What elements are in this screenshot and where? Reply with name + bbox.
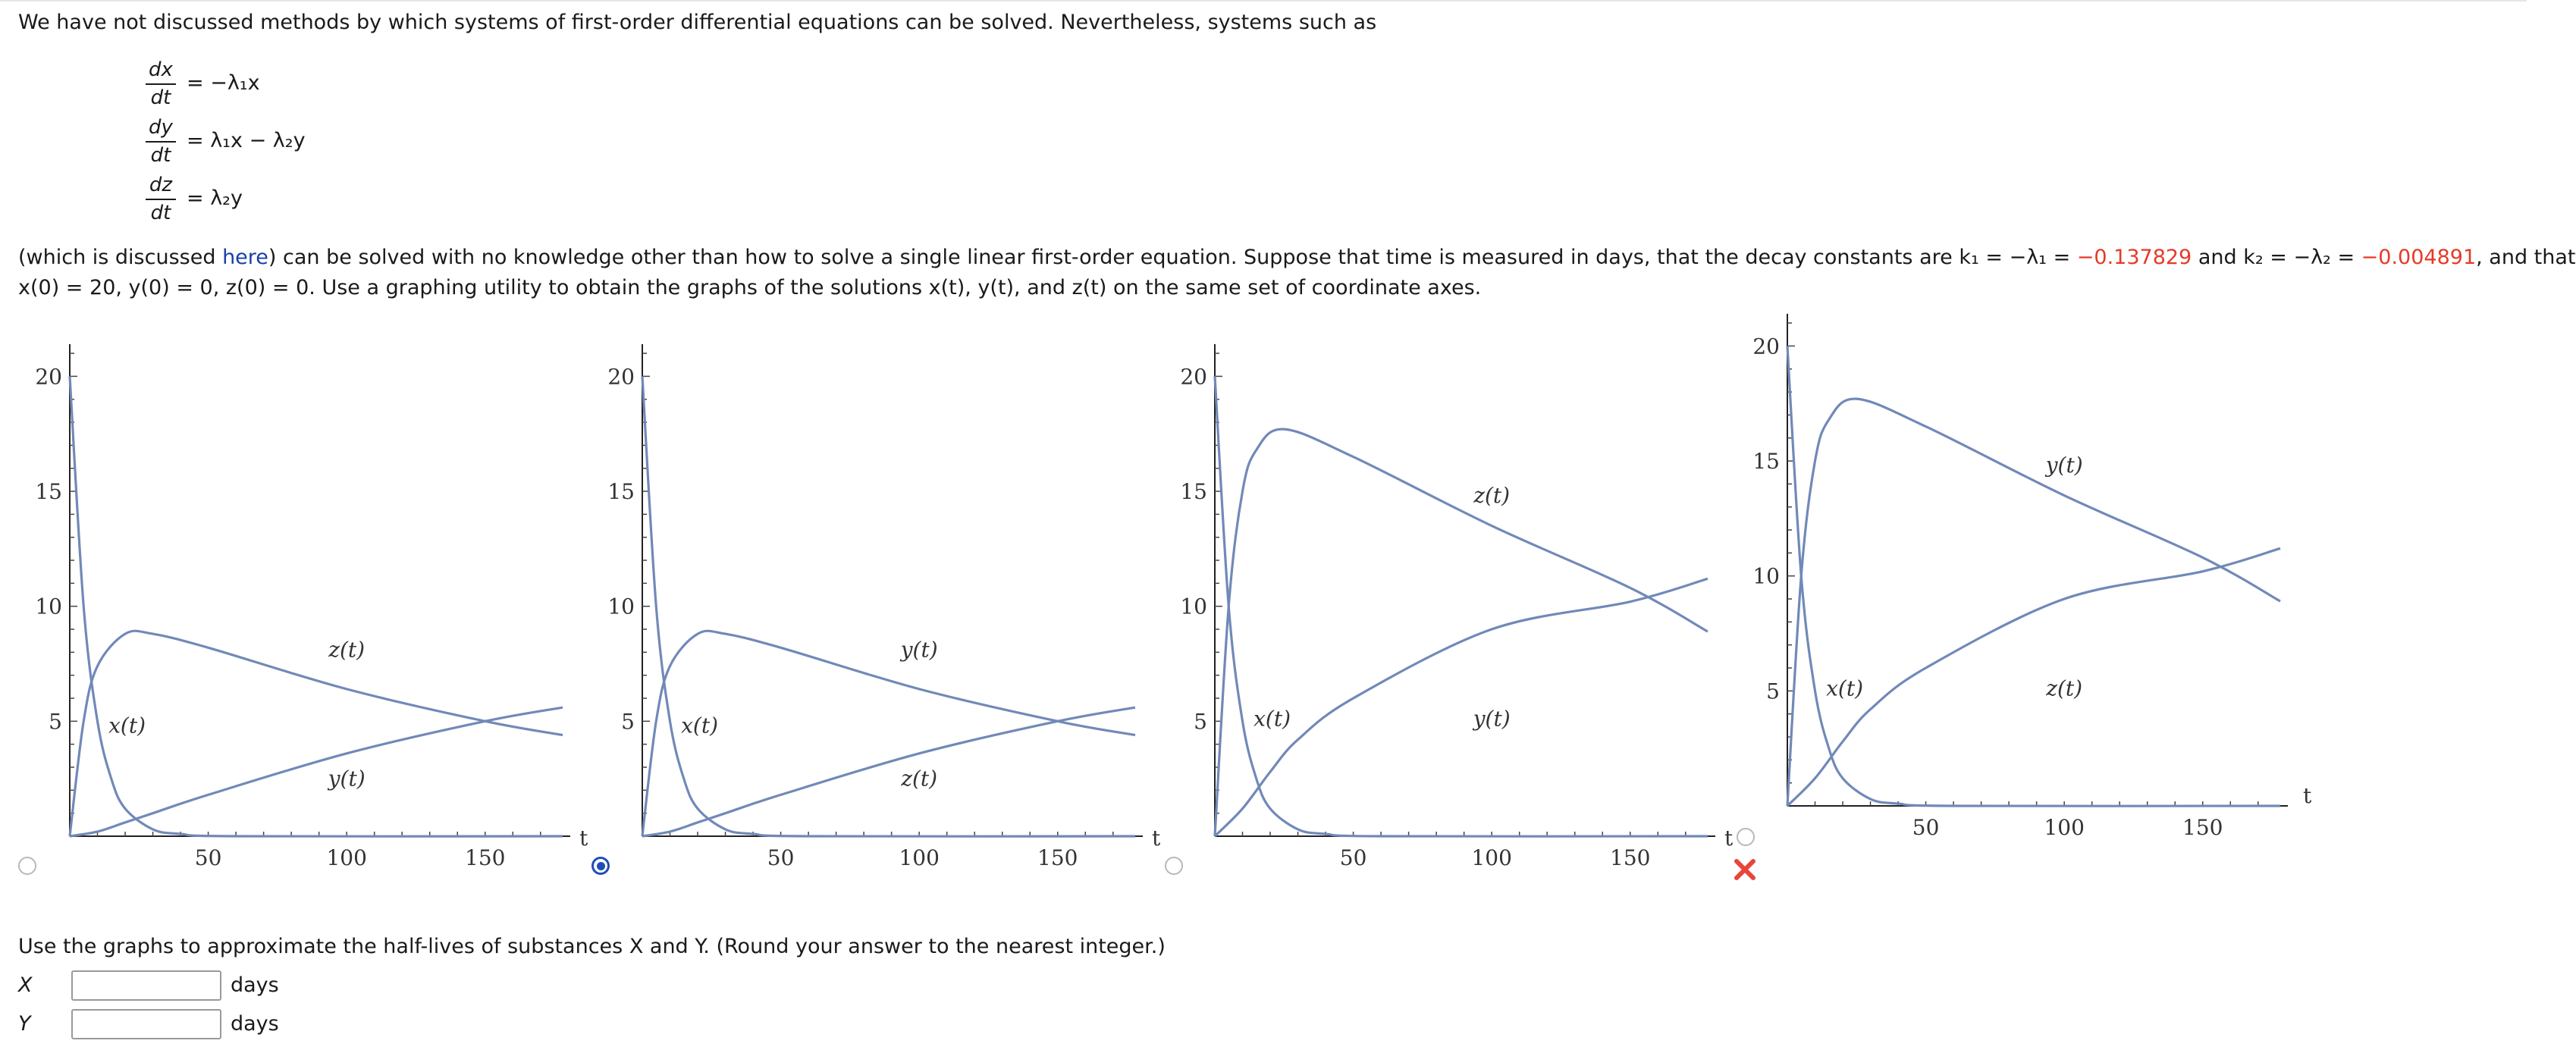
curve-label-z: z(t) (328, 637, 366, 663)
curve-label-y: y(t) (1473, 706, 1511, 732)
curve-x (642, 376, 1135, 836)
y-tick-label: 5 (49, 709, 62, 735)
curve-label-y: y(t) (328, 766, 366, 791)
k1-value: −0.137829 (2076, 246, 2192, 269)
incorrect-x-icon (1732, 857, 1758, 882)
graph-option-2-chart (595, 318, 1161, 879)
y-tick-label: 15 (607, 479, 635, 505)
eq3-denominator: dt (150, 202, 171, 224)
eq2-denominator: dt (150, 144, 171, 167)
x-tick-label: 50 (1339, 845, 1367, 870)
eq3-fraction (144, 171, 177, 226)
curve-label-x: x(t) (1253, 706, 1291, 732)
y-tick-label: 5 (1766, 679, 1780, 704)
graph-option-2-radio[interactable] (591, 857, 610, 875)
top-divider (0, 0, 2527, 2)
x-tick-label: 150 (1610, 845, 1651, 870)
y-tick-label: 5 (621, 709, 635, 735)
y-tick-label: 20 (607, 364, 635, 390)
graph-option-3-chart (1168, 318, 1734, 879)
x-axis-label: t (579, 826, 588, 851)
x-tick-label: 150 (1037, 845, 1078, 870)
graph-option-4-radio[interactable] (1737, 828, 1755, 846)
graph-option-2[interactable] (595, 318, 1161, 879)
x-axis-label: t (2303, 783, 2312, 808)
y-tick-label: 10 (35, 594, 62, 619)
x-axis-label: t (1152, 826, 1161, 851)
y-tick-label: 15 (1752, 449, 1780, 475)
k2-value: −0.004891 (2361, 246, 2477, 269)
y-tick-label: 10 (1180, 594, 1207, 619)
curve-x (70, 376, 563, 836)
graph-option-1-chart (23, 318, 588, 879)
x-tick-label: 150 (2182, 815, 2223, 840)
graph-option-4-chart (1740, 288, 2317, 849)
curve-y (1787, 399, 2280, 806)
answer-y-label: Y (18, 1012, 31, 1036)
x-tick-label: 150 (465, 845, 506, 870)
curve-label-y: y(t) (900, 637, 938, 663)
curve-label-x: x(t) (681, 713, 719, 738)
x-tick-label: 50 (194, 845, 222, 870)
y-tick-label: 15 (1180, 479, 1207, 505)
curve-label-z: z(t) (901, 766, 938, 791)
eq1-rhs: = −λ₁x (187, 71, 260, 95)
curve-label-x: x(t) (1826, 675, 1864, 701)
x-tick-label: 50 (767, 845, 795, 870)
answer-x-label: X (18, 973, 33, 997)
para-part1: (which is discussed (18, 246, 223, 269)
answer-y-input[interactable] (71, 1009, 221, 1039)
answer-x-unit: days (231, 973, 279, 997)
curve-label-z: z(t) (2046, 675, 2083, 701)
y-tick-label: 20 (1752, 334, 1780, 359)
graph-option-4[interactable] (1740, 288, 2312, 849)
x-tick-label: 100 (1471, 845, 1512, 870)
para-part2: ) can be solved with no knowledge other than how to solve a single linear first-order equation. Suppose that time is measured in days, that the decay constants are k₁ = −λ₁ = (268, 246, 2077, 269)
x-axis-label: t (1724, 826, 1734, 851)
y-tick-label: 10 (607, 594, 635, 619)
y-tick-label: 20 (1180, 364, 1207, 390)
curve-x (1787, 346, 2280, 806)
here-link[interactable]: here (222, 246, 268, 269)
y-tick-label: 20 (35, 364, 62, 390)
problem-paragraph-line1 (18, 243, 2576, 273)
eq2-numerator: dy (149, 116, 173, 139)
curve-z (1215, 429, 1708, 836)
y-tick-label: 10 (1752, 563, 1780, 589)
y-tick-label: 5 (1194, 709, 1207, 735)
para-part4: , and that (2476, 246, 2576, 269)
para-part3: and k₂ = −λ₂ = (2192, 246, 2361, 269)
curve-x (1215, 376, 1708, 836)
answer-y-unit: days (231, 1012, 279, 1036)
eq1-denominator: dt (150, 86, 171, 109)
curve-label-x: x(t) (108, 713, 146, 738)
curve-label-y: y(t) (2045, 453, 2083, 478)
x-tick-label: 50 (1912, 815, 1940, 840)
curve-label-z: z(t) (1473, 483, 1511, 509)
y-tick-label: 15 (35, 479, 62, 505)
x-tick-label: 100 (326, 845, 367, 870)
problem-paragraph-line2: x(0) = 20, y(0) = 0, z(0) = 0. Use a graphing utility to obtain the graphs of the solutions x(t), y(t), and z(t) on the same set of coordinate axes. (18, 276, 1482, 299)
graph-option-1[interactable] (23, 318, 588, 879)
x-tick-label: 100 (899, 845, 940, 870)
eq1-fraction (144, 56, 177, 111)
eq3-rhs: = λ₂y (187, 186, 243, 210)
x-tick-label: 100 (2044, 815, 2085, 840)
intro-text: We have not discussed methods by which systems of first-order differential equations can be solved. Nevertheless, systems such as (18, 11, 1377, 34)
graph-option-1-radio[interactable] (18, 857, 36, 875)
graph-option-3-radio[interactable] (1165, 857, 1183, 875)
graph-option-3[interactable] (1168, 318, 1734, 879)
answer-x-input[interactable] (71, 970, 221, 1001)
eq2-rhs: = λ₁x − λ₂y (187, 129, 306, 152)
eq1-numerator: dx (149, 58, 173, 81)
question-text: Use the graphs to approximate the half-lives of substances X and Y. (Round your answer to the nearest integer.) (18, 935, 1166, 958)
eq2-fraction (144, 114, 177, 168)
eq3-numerator: dz (149, 174, 173, 196)
